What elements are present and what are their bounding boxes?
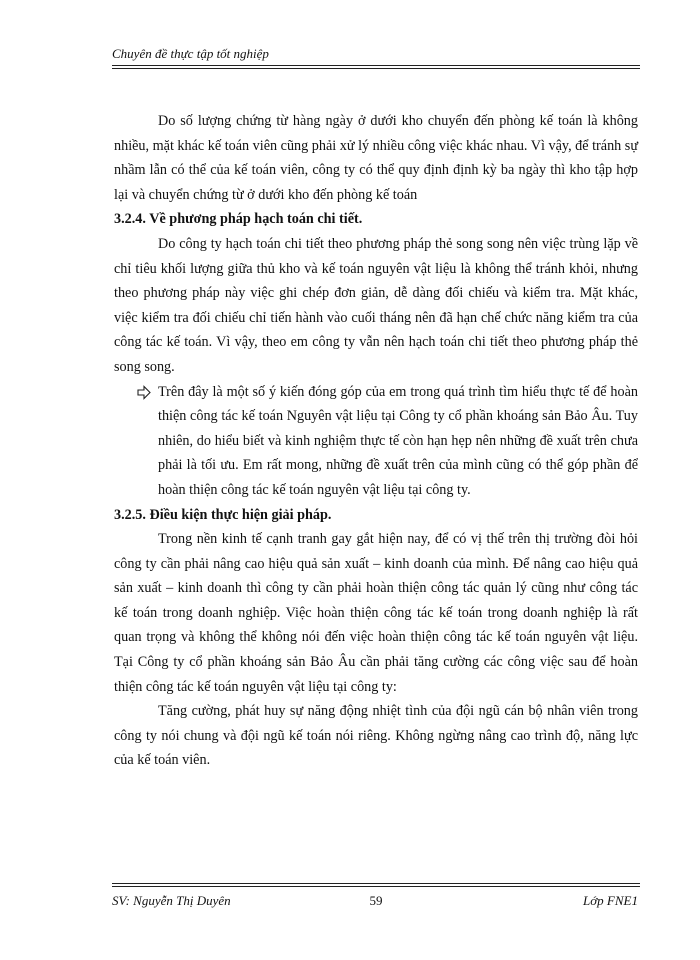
section-heading-3-2-4 [114,207,638,232]
section-title: Điều kiện thực hiện giải pháp. [149,506,332,523]
page-body [114,109,638,773]
paragraph-4: Tăng cường, phát huy sự năng động nhiệt tình của đội ngũ cán bộ nhân viên trong công ty nói chung và đội ngũ kế toán nói riêng. Không ngừng nâng cao trình độ, năng lực của kế toán viên. [114,703,638,769]
footer-student: SV: Nguyễn Thị Duyên [112,893,231,908]
section-heading-3-2-5 [114,503,638,528]
section-title: Về phương pháp hạch toán chi tiết. [149,211,363,228]
page-number: 59 [369,893,383,908]
arrow-right-icon [137,380,151,404]
paragraph-3: Trong nền kinh tế cạnh tranh gay gắt hiện nay, để có vị thế trên thị trường đòi hỏi công ty cần phải nâng cao hiệu quả sản xuất – kinh doanh của mình. Để nâng cao hiệu quả sản xuất – kinh doanh thì công ty cần phải hoàn thiện công tác quản lý cũng như công tác kế toán trong doanh nghiệp. Việc hoàn thiện công tác kế toán trong doanh nghiệp là rất quan trọng và không thể không nói đến việc hoàn thiện công tác kế toán nguyên vật liệu. Tại Công ty cổ phần khoáng sản Bảo Âu cần phải tăng cường các công việc sau để hoàn thiện công tác kế toán nguyên vật liệu tại công ty: [114,531,638,695]
header-title: Chuyên đề thực tập tốt nghiệp [112,46,269,61]
paragraph-1: Do số lượng chứng từ hàng ngày ở dưới kho chuyển đến phòng kế toán là không nhiều, mặt khác kế toán viên cũng phải xử lý nhiều công việc khác nhau. Vì vậy, để tránh sự nhầm lẫn có thể của kế toán viên, công ty có thể quy định định kỳ ba ngày thì kho tập hợp lại và chuyển chứng từ ở dưới kho đến phòng kế toán [114,113,639,203]
header-rule [112,65,640,69]
paragraph-2: Do công ty hạch toán chi tiết theo phương pháp thẻ song song nên việc trùng lặp về chỉ tiêu khối lượng giữa thủ kho và kế toán nguyên vật liệu là không thể tránh khỏi, nhưng theo phương pháp này việc ghi chép đơn giản, dễ dàng đối chiếu và kiểm tra. Mặt khác, việc kiểm tra đối chiếu chỉ tiến hành vào cuối tháng nên đã hạn chế chức năng kiểm tra của công tác kế toán. Vì vậy, theo em công ty vẫn nên hạch toán chi tiết theo phương pháp thẻ song song. [114,235,638,375]
footer-class: Lớp FNE1 [583,893,638,908]
page-footer [112,883,640,913]
bullet-item [114,380,638,503]
page-header [112,46,640,69]
bullet-text: Trên đây là một số ý kiến đóng góp của em trong quá trình tìm hiểu thực tế để hoàn thiện công tác kế toán Nguyên vật liệu tại Công ty cổ phần khoáng sản Bảo Âu. Tuy nhiên, do hiểu biết và kinh nghiệm thực tế còn hạn hẹp nên những đề xuất trên chưa phải là tối ưu. Em rất mong, những đề xuất trên của mình cũng có thể góp phần để hoàn thiện công tác kế toán nguyên vật liệu tại công ty. [158,383,638,498]
footer-rule [112,883,640,887]
section-number: 3.2.4. [114,211,146,228]
section-number: 3.2.5. [114,506,146,523]
